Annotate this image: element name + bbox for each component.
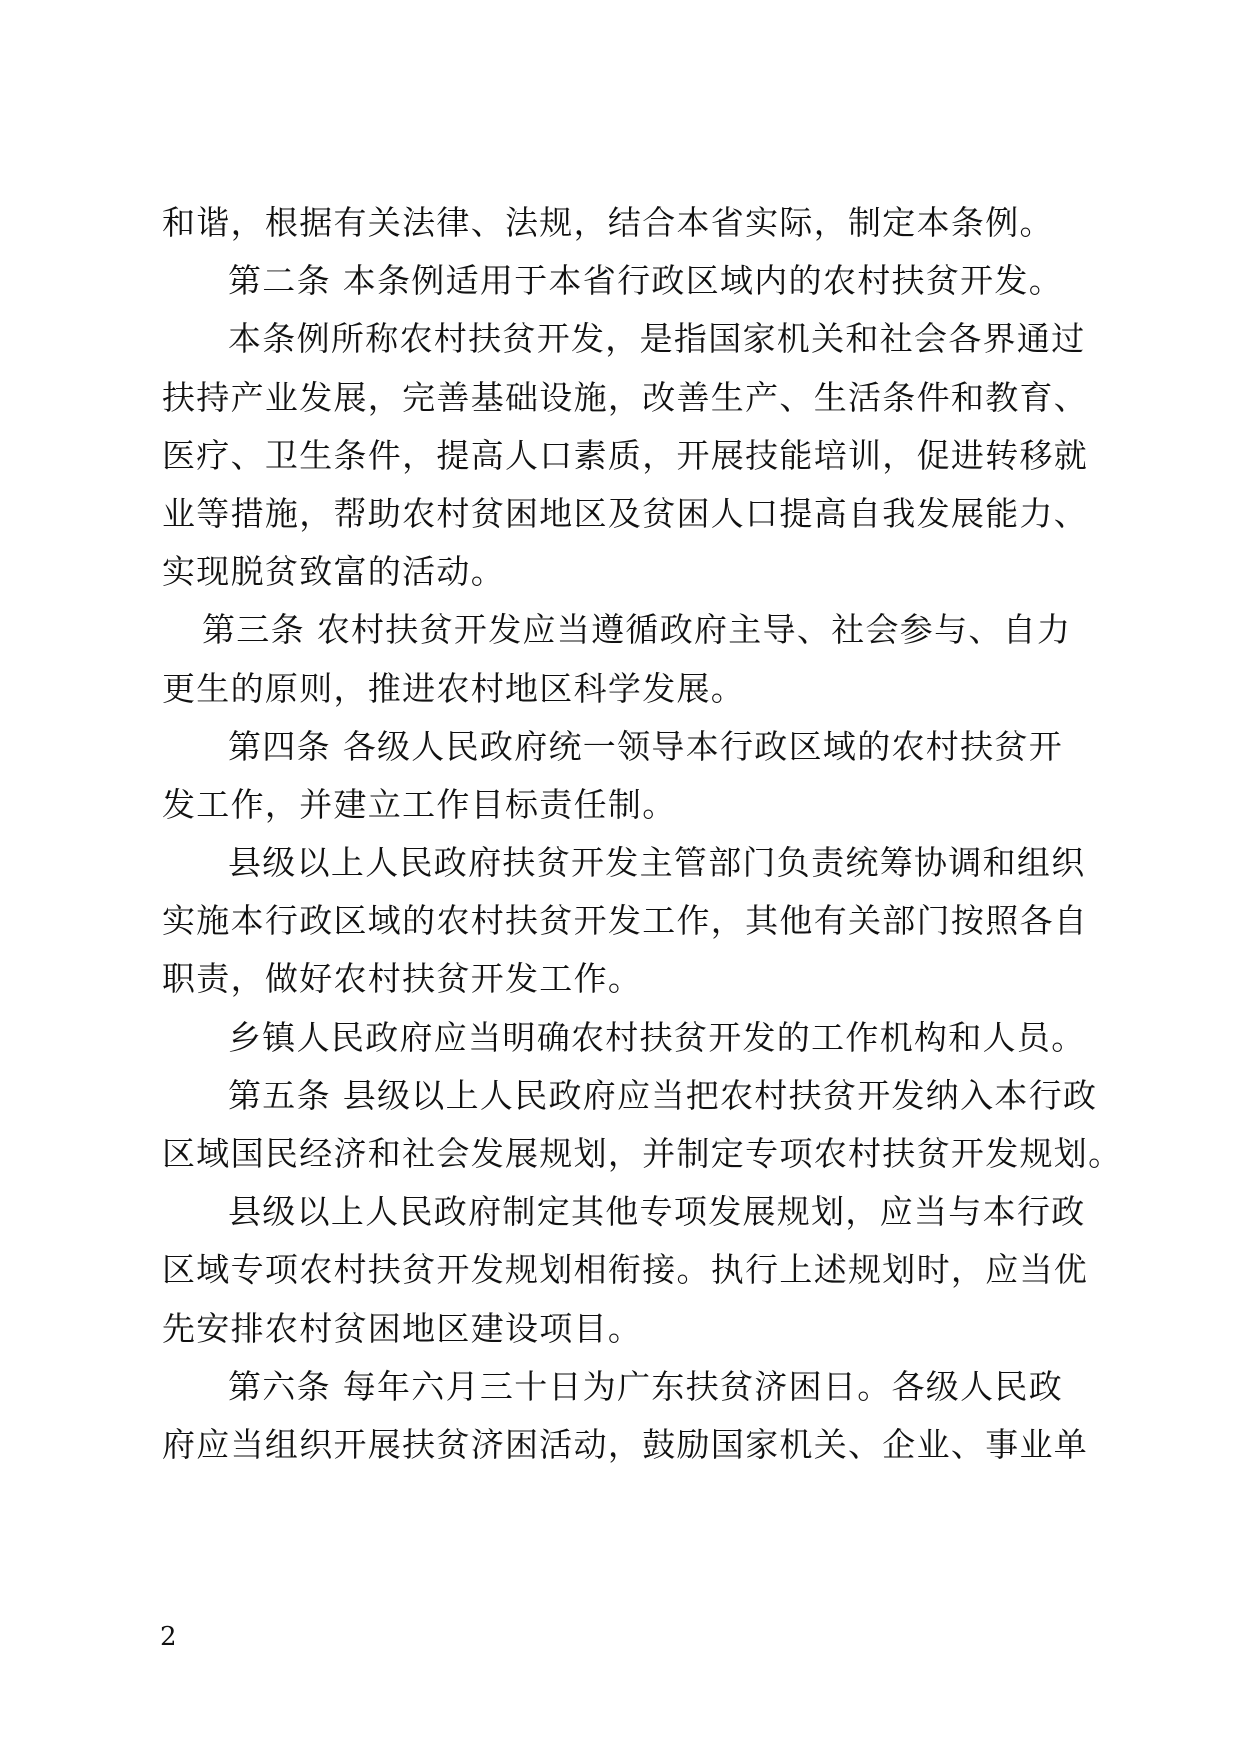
text-line: 扶持产业发展，完善基础设施，改善生产、生活条件和教育、 bbox=[162, 377, 1089, 417]
text-line: 本条例所称农村扶贫开发，是指国家机关和社会各界通过 bbox=[228, 319, 1086, 359]
article-4-line: 第四条 各级人民政府统一领导本行政区域的农村扶贫开 bbox=[228, 726, 1063, 766]
page-number: 2 bbox=[160, 1622, 177, 1652]
text-line: 区域国民经济和社会发展规划，并制定专项农村扶贫开发规划。 bbox=[162, 1134, 1123, 1173]
text-line: 县级以上人民政府扶贫开发主管部门负责统筹协调和组织 bbox=[228, 843, 1086, 883]
text-line: 实施本行政区域的农村扶贫开发工作，其他有关部门按照各自 bbox=[162, 901, 1089, 941]
article-6-line: 第六条 每年六月三十日为广东扶贫济困日。各级人民政 bbox=[228, 1366, 1063, 1406]
text-line: 和谐，根据有关法律、法规，结合本省实际，制定本条例。 bbox=[162, 203, 1054, 242]
article-3-line: 第三条 农村扶贫开发应当遵循政府主导、社会参与、自力 bbox=[202, 610, 1072, 650]
text-line: 府应当组织开展扶贫济困活动，鼓励国家机关、企业、事业单 bbox=[162, 1424, 1089, 1464]
text-line: 乡镇人民政府应当明确农村扶贫开发的工作机构和人员。 bbox=[228, 1017, 1086, 1057]
text-line: 区域专项农村扶贫开发规划相衔接。执行上述规划时，应当优 bbox=[162, 1250, 1089, 1290]
text-line: 职责，做好农村扶贫开发工作。 bbox=[162, 959, 643, 999]
text-line: 医疗、卫生条件，提高人口素质，开展技能培训，促进转移就 bbox=[162, 435, 1089, 475]
text-line: 先安排农村贫困地区建设项目。 bbox=[162, 1308, 643, 1348]
article-2-line: 第二条 本条例适用于本省行政区域内的农村扶贫开发。 bbox=[228, 261, 1063, 301]
text-line: 更生的原则，推进农村地区科学发展。 bbox=[162, 668, 746, 708]
text-line: 县级以上人民政府制定其他专项发展规划，应当与本行政 bbox=[228, 1192, 1086, 1232]
body-text bbox=[162, 194, 1123, 1474]
article-5-line: 第五条 县级以上人民政府应当把农村扶贫开发纳入本行政 bbox=[228, 1075, 1098, 1115]
text-line: 实现脱贫致富的活动。 bbox=[162, 552, 505, 592]
text-line: 发工作，并建立工作目标责任制。 bbox=[162, 784, 677, 824]
text-line: 业等措施，帮助农村贫困地区及贫困人口提高自我发展能力、 bbox=[162, 493, 1089, 533]
